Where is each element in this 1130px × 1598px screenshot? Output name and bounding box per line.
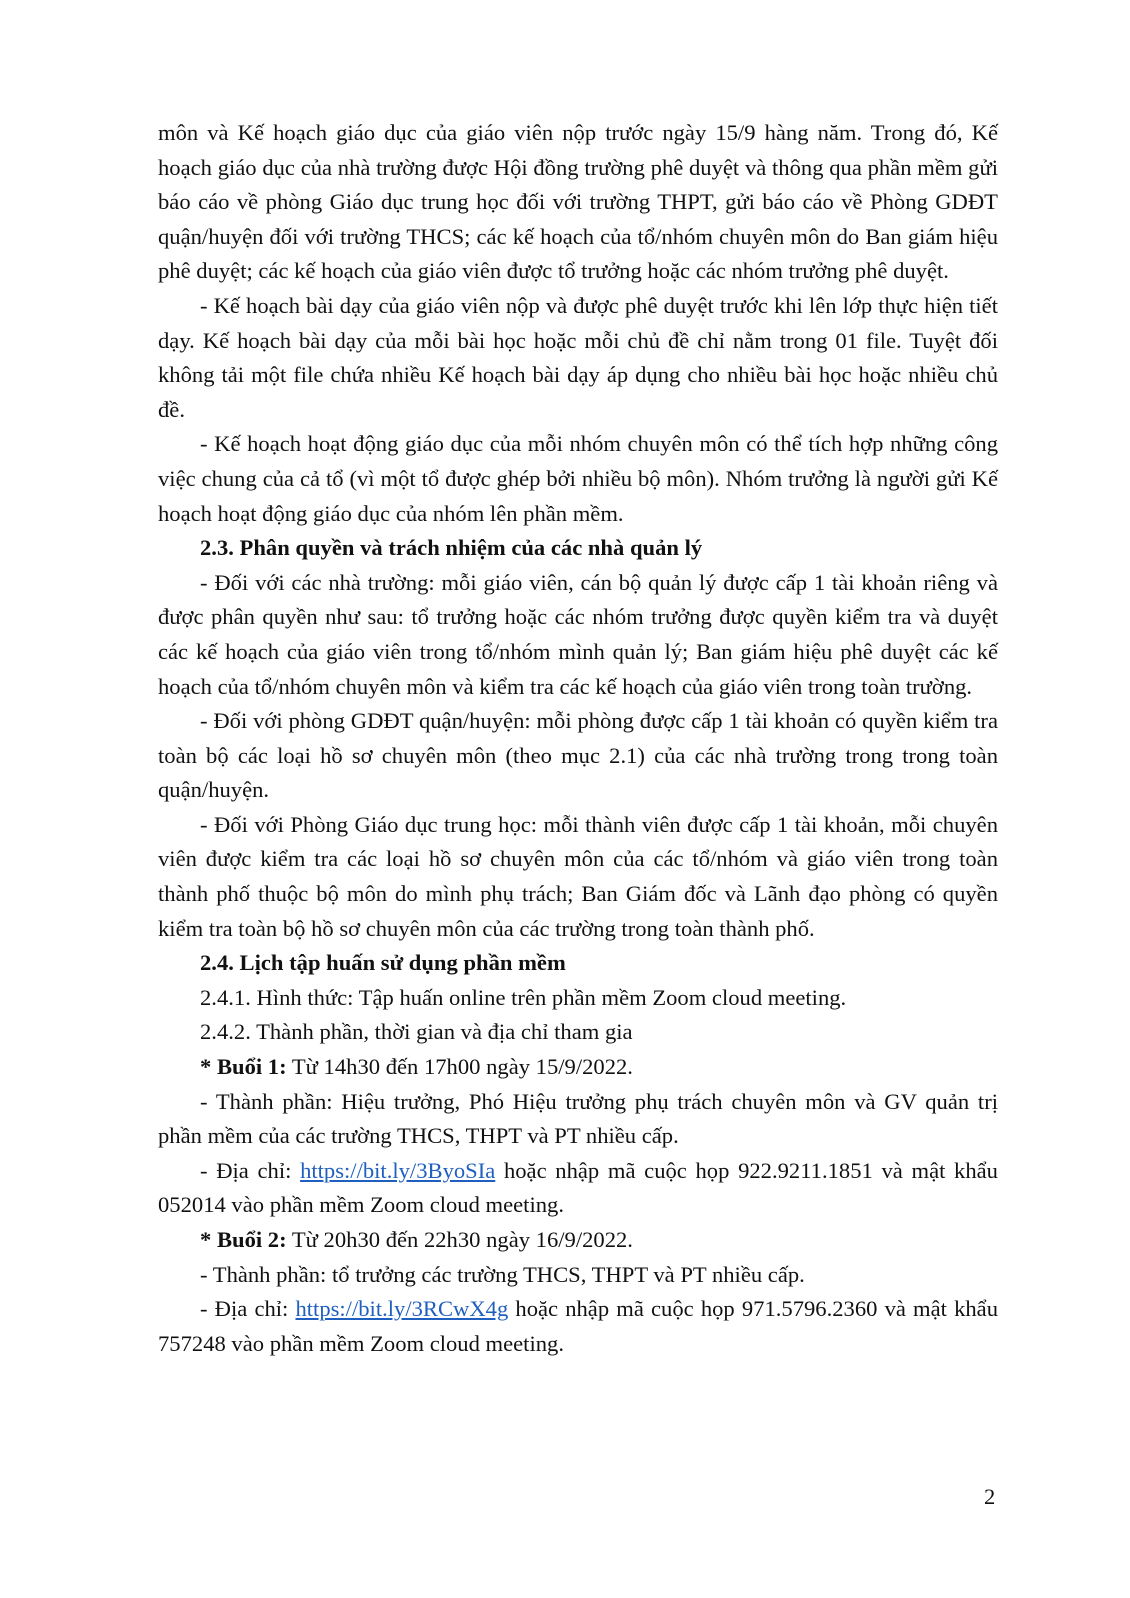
paragraph-group-plan: - Kế hoạch hoạt động giáo dục của mỗi nhóm chuyên môn có thể tích hợp những công việc chung của cả tổ (vì một tổ được ghép bởi nhiều bộ môn). Nhóm trưởng là người gửi Kế hoạch hoạt động giáo dục của nhóm lên phần mềm. [158, 431, 998, 526]
document-page [158, 116, 998, 1361]
session-2-time [158, 1223, 998, 1258]
paragraph-lesson-plan: - Kế hoạch bài dạy của giáo viên nộp và được phê duyệt trước khi lên lớp thực hiện tiết dạy. Kế hoạch bài dạy của mỗi bài học hoặc mỗi chủ đề chỉ nằm trong 01 file. Tuyệt đối không tải một file chứa nhiều Kế hoạch bài dạy áp dụng cho nhiều bài học hoặc nhiều chủ đề. [158, 292, 998, 422]
session-1-time-text: Từ 14h30 đến 17h00 ngày 15/9/2022. [286, 1054, 633, 1080]
session-1-participants: - Thành phần: Hiệu trưởng, Phó Hiệu trưởng phụ trách chuyên môn và GV quản trị phần mềm của các trường THCS, THPT và PT nhiều cấp. [158, 1088, 998, 1149]
session-1-address-prefix: - Địa chỉ: [200, 1157, 301, 1183]
paragraph-training-format: 2.4.1. Hình thức: Tập huấn online trên phần mềm Zoom cloud meeting. [200, 984, 847, 1010]
session-1-address-suffix: hoặc nhập mã cuộc họp 922.9211.1851 và mật khẩu 052014 vào phần mềm Zoom cloud meeting. [158, 1157, 998, 1218]
session-2-label: * Buổi 2: [200, 1227, 287, 1252]
session-2-time-text: Từ 20h30 đến 22h30 ngày 16/9/2022. [286, 1227, 633, 1252]
session-2-participants: - Thành phần: tổ trưởng các trường THCS, THPT và PT nhiều cấp. [200, 1261, 805, 1287]
paragraph-department-permissions: - Đối với Phòng Giáo dục trung học: mỗi thành viên được cấp 1 tài khoản, mỗi chuyên viên được kiểm tra các loại hồ sơ chuyên môn của các tổ/nhóm và giáo viên trong toàn thành phố thuộc bộ môn do mình phụ trách; Ban Giám đốc và Lãnh đạo phòng có quyền kiểm tra toàn bộ hồ sơ chuyên môn của các trường trong toàn thành phố. [158, 811, 998, 941]
session-2-address-suffix: hoặc nhập mã cuộc họp 971.5796.2360 và mật khẩu 757248 vào phần mềm Zoom cloud meeting. [158, 1296, 998, 1356]
session-1-zoom-link[interactable]: https://bit.ly/3ByoSIa [300, 1157, 496, 1183]
section-heading-2-3: 2.3. Phân quyền và trách nhiệm của các nhà quản lý [200, 535, 703, 561]
paragraph-schools-permissions: - Đối với các nhà trường: mỗi giáo viên, cán bộ quản lý được cấp 1 tài khoản riêng và được phân quyền như sau: tổ trưởng hoặc các nhóm trưởng được quyền kiểm tra và duyệt các kế hoạch của giáo viên trong tổ/nhóm mình quản lý; Ban giám hiệu phê duyệt các kế hoạch của tổ/nhóm chuyên môn và kiểm tra các kế hoạch của giáo viên trong toàn trường. [158, 569, 998, 699]
section-heading-2-4: 2.4. Lịch tập huấn sử dụng phần mềm [200, 950, 566, 976]
paragraph-district-permissions: - Đối với phòng GDĐT quận/huyện: mỗi phòng được cấp 1 tài khoản có quyền kiểm tra toàn bộ các loại hồ sơ chuyên môn (theo mục 2.1) của các nhà trường trong trong toàn quận/huyện. [158, 708, 998, 803]
paragraph-plan-submission: môn và Kế hoạch giáo dục của giáo viên nộp trước ngày 15/9 hàng năm. Trong đó, Kế hoạch giáo dục của nhà trường được Hội đồng trường phê duyệt và thông qua phần mềm gửi báo cáo về phòng Giáo dục trung học đối với trường THPT, gửi báo cáo về Phòng GDĐT quận/huyện đối với trường THCS; các kế hoạch của tổ/nhóm chuyên môn do Ban giám hiệu phê duyệt; các kế hoạch của giáo viên được tổ trưởng hoặc các nhóm trưởng phê duyệt. [158, 120, 998, 284]
session-1-time [158, 1050, 998, 1085]
session-1-label: * Buổi 1: [200, 1054, 287, 1080]
page-number: 2 [984, 1484, 996, 1509]
session-1-address [158, 1154, 998, 1223]
session-2-zoom-link[interactable]: https://bit.ly/3RCwX4g [295, 1296, 509, 1322]
paragraph-training-details: 2.4.2. Thành phần, thời gian và địa chỉ tham gia [200, 1019, 633, 1045]
session-2-address-prefix: - Địa chỉ: [200, 1296, 296, 1322]
session-2-address [158, 1292, 998, 1361]
